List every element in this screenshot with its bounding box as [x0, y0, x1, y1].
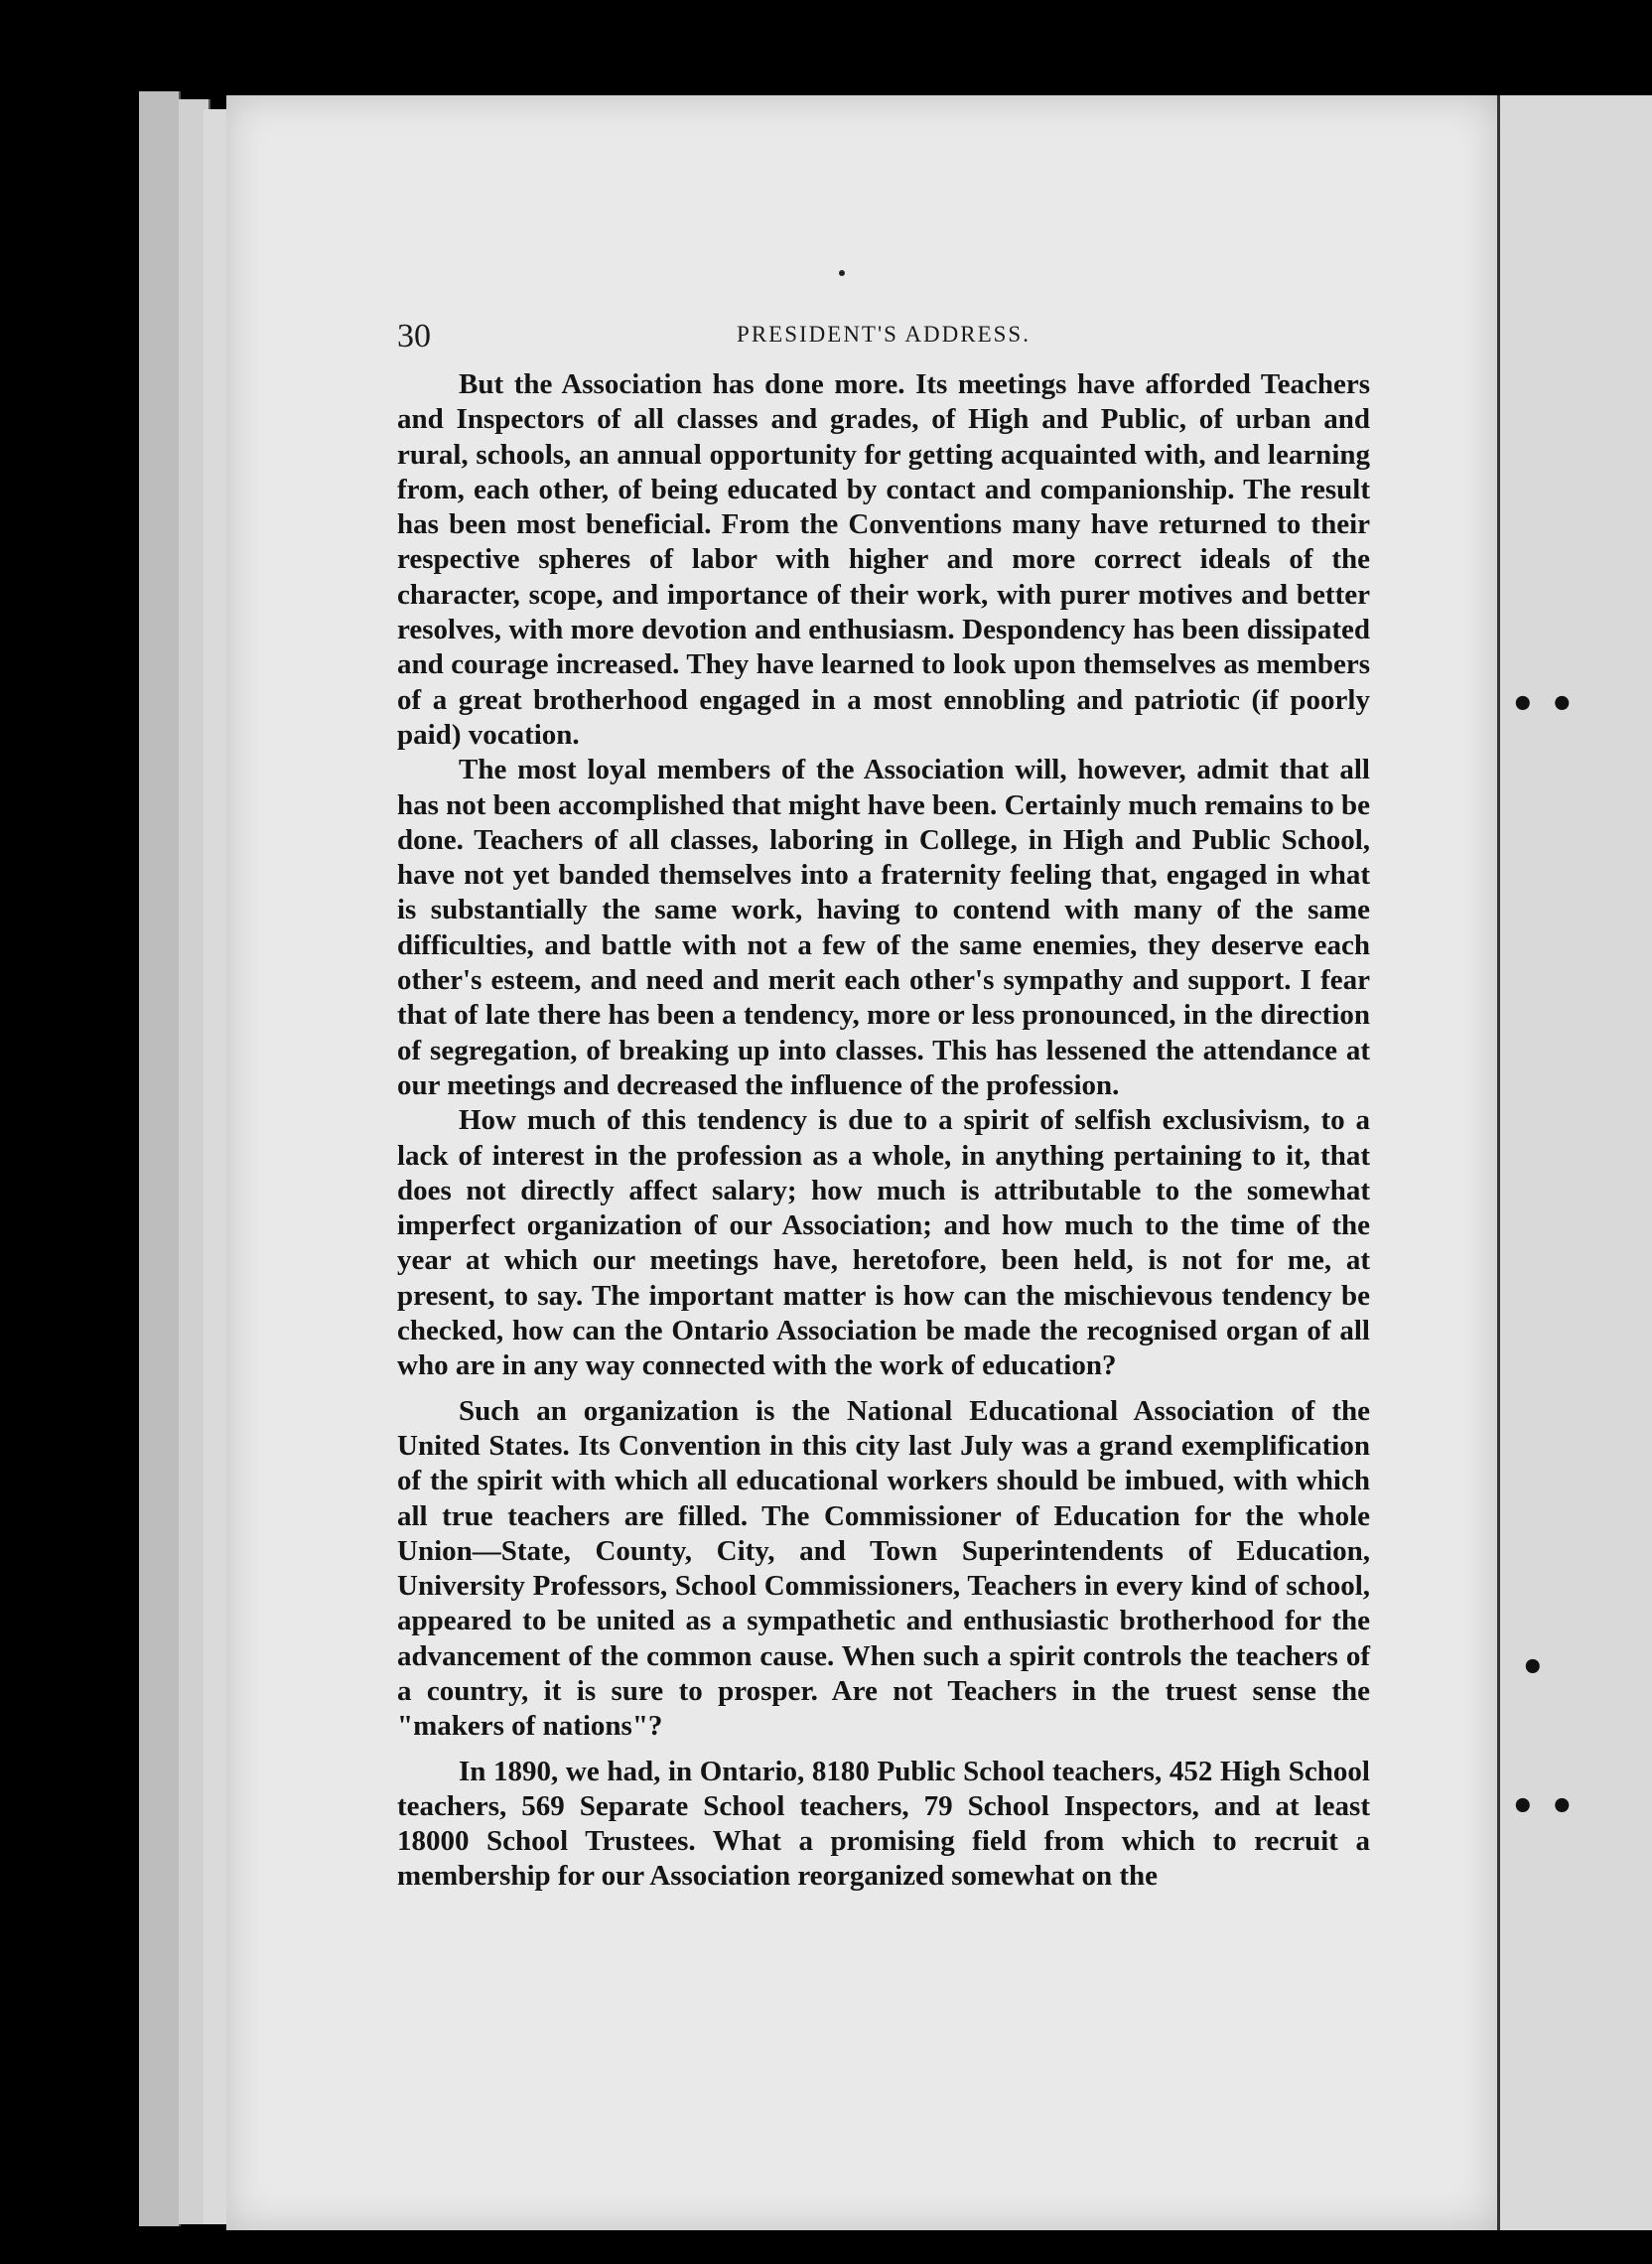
paragraph: But the Association has done more. Its meetings have afforded Teachers and Inspectors of all classes and grades, of High and Public, of urban and rural, schools, an annual opportunity for getting acquainted with, and learning from, each other, of being educated by contact and companionship. The result has been most beneficial. From the Conventions many have returned to their respective spheres of labor with higher and more correct ideals of the character, scope, and importance of their work, with purer motives and better resolves, with more devotion and enthusiasm. Despondency has been dissipated and courage increased. They have learned to look upon themselves as members of a great brotherhood engaged in a most ennobling and patriotic (if poorly paid) vocation.: [397, 368, 1370, 751]
facing-page-edge: [1497, 95, 1652, 2230]
page-stack-edge: [139, 91, 181, 2226]
binding-mark: •: [1520, 1644, 1546, 1691]
paragraph: In 1890, we had, in Ontario, 8180 Public School teachers, 452 High School teachers, 569 Separate School teachers, 79 School Inspectors, and at least 18000 School Trustees. What a promising field from which to recruit a membership for our Association reorganized somewhat on the: [397, 1755, 1370, 1893]
ink-speck: [839, 270, 845, 276]
body-text: [397, 367, 1370, 1895]
paragraph: Such an organization is the National Educational Association of the United States. Its Convention in this city last July was a grand exemplification of the spirit with which all educational workers should be imbued, with which all true teachers are filled. The Commissioner of Education for the whole Union—State, County, City, and Town Superintendents of Education, University Professors, School Commissioners, Teachers in every kind of school, appeared to be united as a sympathetic and enthusiastic brotherhood for the advancement of the common cause. When such a spirit controls the teachers of a country, it is sure to prosper. Are not Teachers in the truest sense the "makers of nations"?: [397, 1394, 1370, 1743]
binding-mark: • •: [1510, 681, 1576, 728]
binding-mark: • •: [1510, 1783, 1576, 1830]
paragraph: The most loyal members of the Association will, however, admit that all has not been accomplished that might have been. Certainly much remains to be done. Teachers of all classes, laboring in College, in High and Public School, have not yet banded themselves into a fraternity feeling that, engaged in what is substantially the same work, having to contend with many of the same difficulties, and battle with not a few of the same enemies, they deserve each other's esteem, and need and merit each other's sympathy and support. I fear that of late there has been a tendency, more or less pronounced, in the direction of segregation, of breaking up into classes. This has lessened the attendance at our meetings and decreased the influence of the profession.: [397, 754, 1370, 1101]
page-header: [397, 318, 1370, 357]
page-number: 30: [397, 318, 431, 354]
running-head: PRESIDENT'S ADDRESS.: [737, 322, 1031, 347]
paragraph: How much of this tendency is due to a spirit of selfish exclusivism, to a lack of interest in the profession as a whole, in anything pertaining to it, that does not directly affect salary; how much is attributable to the somewhat imperfect organization of our Association; and how much to the time of the year at which our meetings have, heretofore, been held, is not for me, at present, to say. The important matter is how can the mischievous tendency be checked, how can the Ontario Association be made the recognised organ of all who are in any way connected with the work of education?: [397, 1104, 1370, 1382]
